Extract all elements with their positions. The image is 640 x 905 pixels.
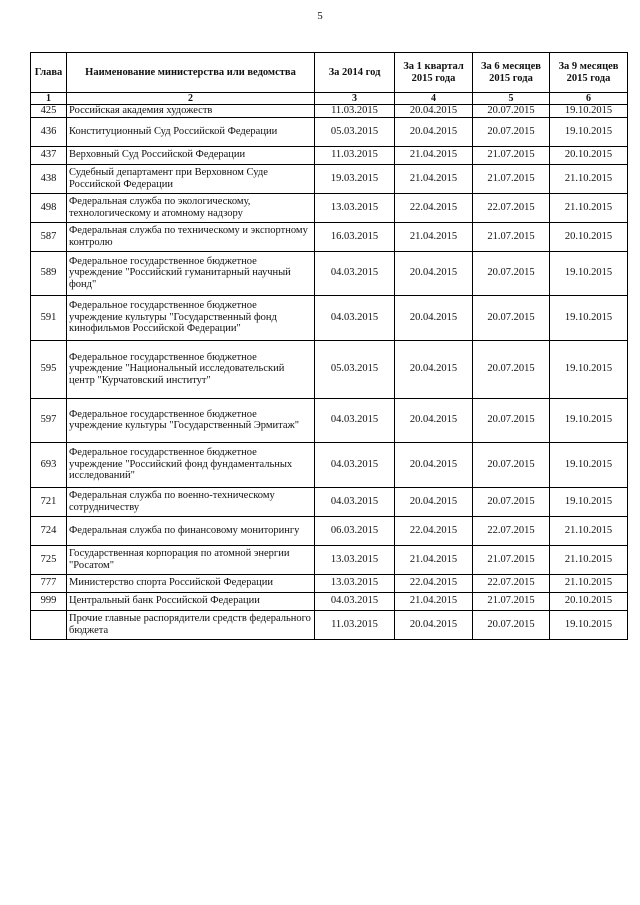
ministry-name-cell: Российская академия художеств xyxy=(67,105,315,118)
table-row xyxy=(31,222,628,251)
date-2014-cell: 04.03.2015 xyxy=(315,251,395,295)
header-q1-2015: За 1 квартал 2015 года xyxy=(395,53,473,93)
chapter-code-cell xyxy=(31,610,67,639)
date-6-months-cell: 22.07.2015 xyxy=(473,193,550,222)
date-9-months-cell: 21.10.2015 xyxy=(550,545,628,574)
date-q1-cell: 20.04.2015 xyxy=(395,610,473,639)
date-q1-cell: 21.04.2015 xyxy=(395,545,473,574)
date-6-months-cell: 21.07.2015 xyxy=(473,592,550,610)
date-6-months-cell: 22.07.2015 xyxy=(473,574,550,592)
page-number: 5 xyxy=(317,10,323,22)
header-row xyxy=(31,53,628,93)
table-row xyxy=(31,251,628,295)
date-q1-cell: 22.04.2015 xyxy=(395,193,473,222)
date-9-months-cell: 20.10.2015 xyxy=(550,146,628,164)
chapter-code-cell: 437 xyxy=(31,146,67,164)
date-6-months-cell: 20.07.2015 xyxy=(473,340,550,398)
date-q1-cell: 21.04.2015 xyxy=(395,222,473,251)
header-ministry-name: Наименование министерства или ведомства xyxy=(67,53,315,93)
table-row xyxy=(31,574,628,592)
ministry-name-cell: Центральный банк Российской Федерации xyxy=(67,592,315,610)
date-6-months-cell: 20.07.2015 xyxy=(473,105,550,118)
chapter-code-cell: 693 xyxy=(31,442,67,487)
ministry-name-cell: Федеральное государственное бюджетное учреждение культуры "Государственный Эрмитаж" xyxy=(67,398,315,442)
header-chapter: Глава xyxy=(31,53,67,93)
date-q1-cell: 21.04.2015 xyxy=(395,146,473,164)
chapter-code-cell: 595 xyxy=(31,340,67,398)
chapter-code-cell: 591 xyxy=(31,295,67,340)
date-9-months-cell: 21.10.2015 xyxy=(550,516,628,545)
date-2014-cell: 05.03.2015 xyxy=(315,340,395,398)
column-number: 3 xyxy=(315,93,395,105)
date-2014-cell: 19.03.2015 xyxy=(315,164,395,193)
date-6-months-cell: 20.07.2015 xyxy=(473,295,550,340)
ministry-name-cell: Федеральная служба по военно-техническому сотрудничеству xyxy=(67,487,315,516)
date-2014-cell: 11.03.2015 xyxy=(315,105,395,118)
ministry-name-cell: Федеральное государственное бюджетное учреждение "Российский гуманитарный научный фонд" xyxy=(67,251,315,295)
date-9-months-cell: 19.10.2015 xyxy=(550,398,628,442)
date-9-months-cell: 20.10.2015 xyxy=(550,592,628,610)
date-6-months-cell: 20.07.2015 xyxy=(473,610,550,639)
date-2014-cell: 04.03.2015 xyxy=(315,295,395,340)
date-2014-cell: 04.03.2015 xyxy=(315,592,395,610)
chapter-code-cell: 724 xyxy=(31,516,67,545)
column-number-row xyxy=(31,93,628,105)
table-row xyxy=(31,340,628,398)
table-row xyxy=(31,610,628,639)
date-2014-cell: 05.03.2015 xyxy=(315,117,395,146)
ministry-name-cell: Государственная корпорация по атомной энергии "Росатом" xyxy=(67,545,315,574)
date-q1-cell: 20.04.2015 xyxy=(395,340,473,398)
chapter-code-cell: 587 xyxy=(31,222,67,251)
date-q1-cell: 20.04.2015 xyxy=(395,295,473,340)
ministry-name-cell: Министерство спорта Российской Федерации xyxy=(67,574,315,592)
table-row xyxy=(31,295,628,340)
date-q1-cell: 20.04.2015 xyxy=(395,117,473,146)
date-6-months-cell: 21.07.2015 xyxy=(473,545,550,574)
date-9-months-cell: 19.10.2015 xyxy=(550,610,628,639)
date-6-months-cell: 20.07.2015 xyxy=(473,442,550,487)
header-9-months-2015: За 9 месяцев 2015 года xyxy=(550,53,628,93)
date-6-months-cell: 21.07.2015 xyxy=(473,222,550,251)
date-2014-cell: 11.03.2015 xyxy=(315,610,395,639)
date-2014-cell: 16.03.2015 xyxy=(315,222,395,251)
date-2014-cell: 06.03.2015 xyxy=(315,516,395,545)
date-9-months-cell: 19.10.2015 xyxy=(550,340,628,398)
table-row xyxy=(31,592,628,610)
chapter-code-cell: 589 xyxy=(31,251,67,295)
date-2014-cell: 13.03.2015 xyxy=(315,545,395,574)
date-2014-cell: 04.03.2015 xyxy=(315,398,395,442)
table-body xyxy=(31,105,628,640)
date-q1-cell: 21.04.2015 xyxy=(395,164,473,193)
date-9-months-cell: 21.10.2015 xyxy=(550,574,628,592)
chapter-code-cell: 721 xyxy=(31,487,67,516)
date-q1-cell: 20.04.2015 xyxy=(395,442,473,487)
date-6-months-cell: 20.07.2015 xyxy=(473,398,550,442)
ministry-name-cell: Федеральная служба по техническому и экспортному контролю xyxy=(67,222,315,251)
chapter-code-cell: 425 xyxy=(31,105,67,118)
date-9-months-cell: 21.10.2015 xyxy=(550,164,628,193)
chapter-code-cell: 999 xyxy=(31,592,67,610)
date-2014-cell: 11.03.2015 xyxy=(315,146,395,164)
ministry-name-cell: Федеральное государственное бюджетное учреждение культуры "Государственный фонд кинофильмов Российской Федерации" xyxy=(67,295,315,340)
ministry-name-cell: Судебный департамент при Верховном Суде Российской Федерации xyxy=(67,164,315,193)
date-9-months-cell: 19.10.2015 xyxy=(550,251,628,295)
chapter-code-cell: 777 xyxy=(31,574,67,592)
ministry-name-cell: Конституционный Суд Российской Федерации xyxy=(67,117,315,146)
date-9-months-cell: 20.10.2015 xyxy=(550,222,628,251)
table-row xyxy=(31,193,628,222)
date-6-months-cell: 22.07.2015 xyxy=(473,516,550,545)
table-row xyxy=(31,105,628,118)
date-6-months-cell: 21.07.2015 xyxy=(473,146,550,164)
ministry-name-cell: Федеральное государственное бюджетное учреждение "Российский фонд фундаментальных исследований" xyxy=(67,442,315,487)
header-2014: За 2014 год xyxy=(315,53,395,93)
column-number: 4 xyxy=(395,93,473,105)
column-number: 6 xyxy=(550,93,628,105)
table-row xyxy=(31,398,628,442)
date-q1-cell: 21.04.2015 xyxy=(395,592,473,610)
date-2014-cell: 04.03.2015 xyxy=(315,487,395,516)
header-6-months-2015: За 6 месяцев 2015 года xyxy=(473,53,550,93)
date-2014-cell: 04.03.2015 xyxy=(315,442,395,487)
table-row xyxy=(31,146,628,164)
chapter-code-cell: 725 xyxy=(31,545,67,574)
table-row xyxy=(31,516,628,545)
chapter-code-cell: 597 xyxy=(31,398,67,442)
reporting-deadlines-table xyxy=(30,52,628,640)
date-q1-cell: 20.04.2015 xyxy=(395,398,473,442)
date-9-months-cell: 19.10.2015 xyxy=(550,442,628,487)
date-9-months-cell: 19.10.2015 xyxy=(550,487,628,516)
ministry-name-cell: Федеральная служба по финансовому мониторингу xyxy=(67,516,315,545)
date-9-months-cell: 19.10.2015 xyxy=(550,295,628,340)
table-row xyxy=(31,487,628,516)
date-q1-cell: 22.04.2015 xyxy=(395,516,473,545)
date-2014-cell: 13.03.2015 xyxy=(315,193,395,222)
date-6-months-cell: 20.07.2015 xyxy=(473,251,550,295)
ministry-name-cell: Федеральное государственное бюджетное учреждение "Национальный исследовательский центр "Курчатовский институт" xyxy=(67,340,315,398)
column-number: 5 xyxy=(473,93,550,105)
ministry-name-cell: Верховный Суд Российской Федерации xyxy=(67,146,315,164)
table-row xyxy=(31,164,628,193)
column-number: 2 xyxy=(67,93,315,105)
ministry-name-cell: Прочие главные распорядители средств федерального бюджета xyxy=(67,610,315,639)
date-9-months-cell: 21.10.2015 xyxy=(550,193,628,222)
date-9-months-cell: 19.10.2015 xyxy=(550,117,628,146)
date-9-months-cell: 19.10.2015 xyxy=(550,105,628,118)
date-q1-cell: 22.04.2015 xyxy=(395,574,473,592)
ministry-name-cell: Федеральная служба по экологическому, технологическому и атомному надзору xyxy=(67,193,315,222)
chapter-code-cell: 438 xyxy=(31,164,67,193)
date-q1-cell: 20.04.2015 xyxy=(395,487,473,516)
date-2014-cell: 13.03.2015 xyxy=(315,574,395,592)
date-q1-cell: 20.04.2015 xyxy=(395,251,473,295)
table-row xyxy=(31,117,628,146)
table-row xyxy=(31,545,628,574)
date-6-months-cell: 20.07.2015 xyxy=(473,117,550,146)
date-q1-cell: 20.04.2015 xyxy=(395,105,473,118)
date-6-months-cell: 20.07.2015 xyxy=(473,487,550,516)
chapter-code-cell: 498 xyxy=(31,193,67,222)
column-number: 1 xyxy=(31,93,67,105)
table-row xyxy=(31,442,628,487)
date-6-months-cell: 21.07.2015 xyxy=(473,164,550,193)
chapter-code-cell: 436 xyxy=(31,117,67,146)
